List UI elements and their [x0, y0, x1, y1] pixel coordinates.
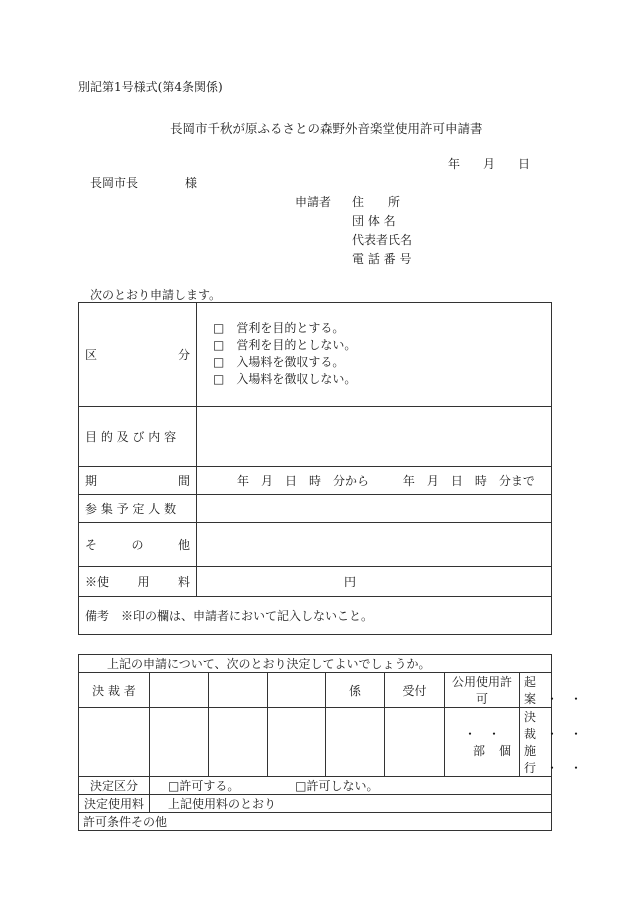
- kakari-label: 係: [326, 673, 385, 708]
- applicant-field-phone: 電 話 番 号: [352, 252, 412, 266]
- row-approver-header: [79, 673, 552, 708]
- stamp-cell-kakari[interactable]: [326, 708, 385, 777]
- decision-label: 決定区分: [79, 777, 150, 795]
- honorific: 様: [185, 176, 198, 190]
- decision-options[interactable]: [150, 777, 552, 795]
- public-use-label: 公用使用許可: [445, 673, 520, 708]
- date-year: 年: [448, 157, 461, 171]
- stamp-cell-1[interactable]: [150, 708, 209, 777]
- form-label: 別記第1号様式(第4条関係): [78, 80, 223, 94]
- decided-fee-value: 上記使用料のとおり: [150, 795, 552, 813]
- row-decided-fee: [79, 795, 552, 813]
- remarks: 備考 ※印の欄は、申請者において記入しないこと。: [79, 597, 552, 635]
- addressee: 長岡市長: [90, 176, 139, 190]
- option-no-admission-fee[interactable]: □ 入場料を徴収しない。: [213, 372, 357, 386]
- applicant-field-group: 団 体 名: [352, 214, 396, 228]
- row-fee: [79, 567, 552, 597]
- row-period: [79, 467, 552, 495]
- deny-option[interactable]: □許可しない。: [295, 779, 379, 793]
- row-remarks: [79, 597, 552, 635]
- fee-unit: 円: [344, 575, 357, 589]
- other-field[interactable]: [197, 523, 552, 567]
- row-approver-stamps: [79, 708, 552, 777]
- period-field[interactable]: [197, 467, 552, 495]
- approver-cell-1[interactable]: [150, 673, 209, 708]
- option-admission-fee[interactable]: □ 入場料を徴収する。: [213, 355, 345, 369]
- period-to: 年 月 日 時 分まで: [402, 474, 535, 488]
- sekou-label: 施行: [524, 744, 537, 775]
- fee-field[interactable]: [197, 567, 552, 597]
- stamp-cell-uketsuke[interactable]: [385, 708, 445, 777]
- stamp-cell-3[interactable]: [268, 708, 326, 777]
- intro-text: 次のとおり申請します。: [90, 288, 222, 302]
- attendance-field[interactable]: [197, 495, 552, 523]
- date-day: 日: [518, 157, 531, 171]
- ko-label: 個: [498, 744, 511, 758]
- uketsuke-label: 受付: [385, 673, 445, 708]
- row-category: [79, 303, 552, 407]
- category-label: 区 分: [79, 303, 197, 407]
- category-options[interactable]: [197, 303, 552, 407]
- applicant-field-representative: 代表者氏名: [352, 233, 413, 247]
- row-conditions: [79, 813, 552, 831]
- purpose-field[interactable]: [197, 407, 552, 467]
- other-label: そ の 他: [79, 523, 197, 567]
- application-table: [78, 302, 552, 635]
- row-purpose: [79, 407, 552, 467]
- applicant-label: 申請者: [295, 195, 332, 209]
- decided-fee-label: 決定使用料: [79, 795, 150, 813]
- row-attendance: [79, 495, 552, 523]
- form-title: 長岡市千秋が原ふるさとの森野外音楽堂使用許可申請書: [170, 121, 483, 136]
- kian-cell: 起案 ・ ・: [520, 673, 552, 708]
- row-decision: [79, 777, 552, 795]
- period-label: 期 間: [79, 467, 197, 495]
- applicant-field-address: 住 所: [352, 195, 401, 209]
- option-non-profit[interactable]: □ 営利を目的としない。: [213, 338, 357, 352]
- permit-option[interactable]: □許可する。: [168, 779, 240, 793]
- approver-cell-2[interactable]: [209, 673, 268, 708]
- kessai-label: 決裁: [524, 710, 537, 741]
- approver-label: 決 裁 者: [79, 673, 150, 708]
- conditions-label: 許可条件その他: [79, 813, 552, 831]
- decision-table: [78, 654, 583, 831]
- public-use-cell[interactable]: [445, 708, 520, 777]
- option-for-profit[interactable]: □ 営利を目的とする。: [213, 321, 345, 335]
- kessai-sekou-cell: 決裁 ・ ・ 施行 ・ ・: [520, 708, 552, 777]
- stamp-cell-2[interactable]: [209, 708, 268, 777]
- approver-cell-3[interactable]: [268, 673, 326, 708]
- fee-label: ※使 用 料: [79, 567, 197, 597]
- date-month: 月: [483, 157, 496, 171]
- bu-label: 部: [473, 744, 486, 758]
- row-question: [79, 655, 552, 673]
- stamp-cell-0[interactable]: [79, 708, 150, 777]
- decision-question: 上記の申請について、次のとおり決定してよいでしょうか。: [79, 655, 552, 673]
- purpose-label: 目 的 及 び 内 容: [79, 407, 197, 467]
- public-use-dots: ・ ・: [463, 727, 500, 741]
- row-other: [79, 523, 552, 567]
- attendance-label: 参 集 予 定 人 数: [79, 495, 197, 523]
- period-from: 年 月 日 時 分から: [237, 474, 370, 488]
